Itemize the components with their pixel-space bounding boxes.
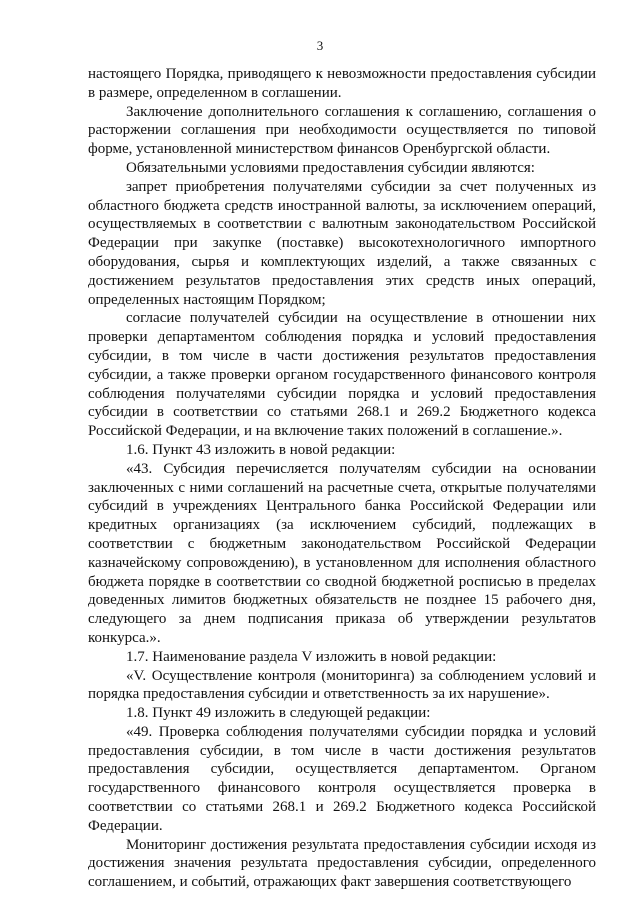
paragraph-continuation: настоящего Порядка, приводящего к невозможности предоставления субсидии в размере, определенном в соглашении.	[88, 66, 596, 101]
paragraph-monitoring: Мониторинг достижения результата предоставления субсидии исходя из достижения значения результата предоставления субсидии, определенного соглашением, и событий, отражающих факт завершения соответствующего	[88, 836, 596, 891]
paragraph-item-1-8: 1.8. Пункт 49 изложить в следующей редакции:	[126, 705, 431, 722]
page-number: 3	[316, 38, 324, 53]
paragraph-item-1-7: 1.7. Наименование раздела V изложить в новой редакции:	[126, 648, 497, 665]
paragraph-additional-agreement: Заключение дополнительного соглашения к соглашению, соглашения о расторжении соглашения при необходимости осуществляется по типовой форме, установленной министерством финансов Оренбургской области.	[88, 103, 596, 158]
paragraph-currency-ban: запрет приобретения получателями субсидии за счет полученных из областного бюджета средств иностранной валюты, за исключением операций, осуществляемых в соответствии с валютным законодательством Российской Федерации при закупке (поставке) высокотехнологичного импортного оборудования, сырья и комплектующих изделий, а также связанных с достижением результатов предоставления этих средств иных операций, определенных настоящим Порядком;	[88, 178, 596, 308]
paragraph-point-43: «43. Субсидия перечисляется получателям субсидии на основании заключенных с ними соглашений на расчетные счета, открытые получателями субсидий в учреждениях Центрального банка Российской Федерации или кредитных организациях (за исключением субсидий, подлежащих в соответствии с бюджетным законодательством Российской Федерации казначейскому сопровождению), в установленном для исполнения областного бюджета порядке в соответствии со сводной бюджетной росписью в пределах доведенных лимитов бюджетных обязательств не позднее 15 рабочего дня, следующего за днем подписания приказа об утверждении результатов конкурса.».	[88, 460, 596, 646]
paragraph-point-49: «49. Проверка соблюдения получателями субсидии порядка и условий предоставления субсидии, в том числе в части достижения результатов предоставления субсидии, осуществляется департаментом. Органом государственного финансового контроля осуществляется проверка в соответствии со статьями 268.1 и 269.2 Бюджетного кодекса Российской Федерации.	[88, 723, 596, 834]
paragraph-item-1-6: 1.6. Пункт 43 изложить в новой редакции:	[126, 441, 396, 458]
paragraph-mandatory-conditions: Обязательными условиями предоставления субсидии являются:	[126, 159, 535, 176]
paragraph-section-v-title: «V. Осуществление контроля (мониторинга) за соблюдением условий и порядка предоставления субсидии и ответственность за их нарушение».	[88, 667, 596, 703]
document-body	[88, 65, 596, 892]
paragraph-consent-inspection: согласие получателей субсидии на осуществление в отношении них проверки департаментом соблюдения порядка и условий предоставления субсидии, в том числе в части достижения результатов предоставления субсидии, а также проверки органом государственного финансового контроля соблюдения получателями субсидии порядка и условий предоставления субсидии в соответствии со статьями 268.1 и 269.2 Бюджетного кодекса Российской Федерации, и на включение таких положений в соглашение.».	[88, 310, 596, 440]
